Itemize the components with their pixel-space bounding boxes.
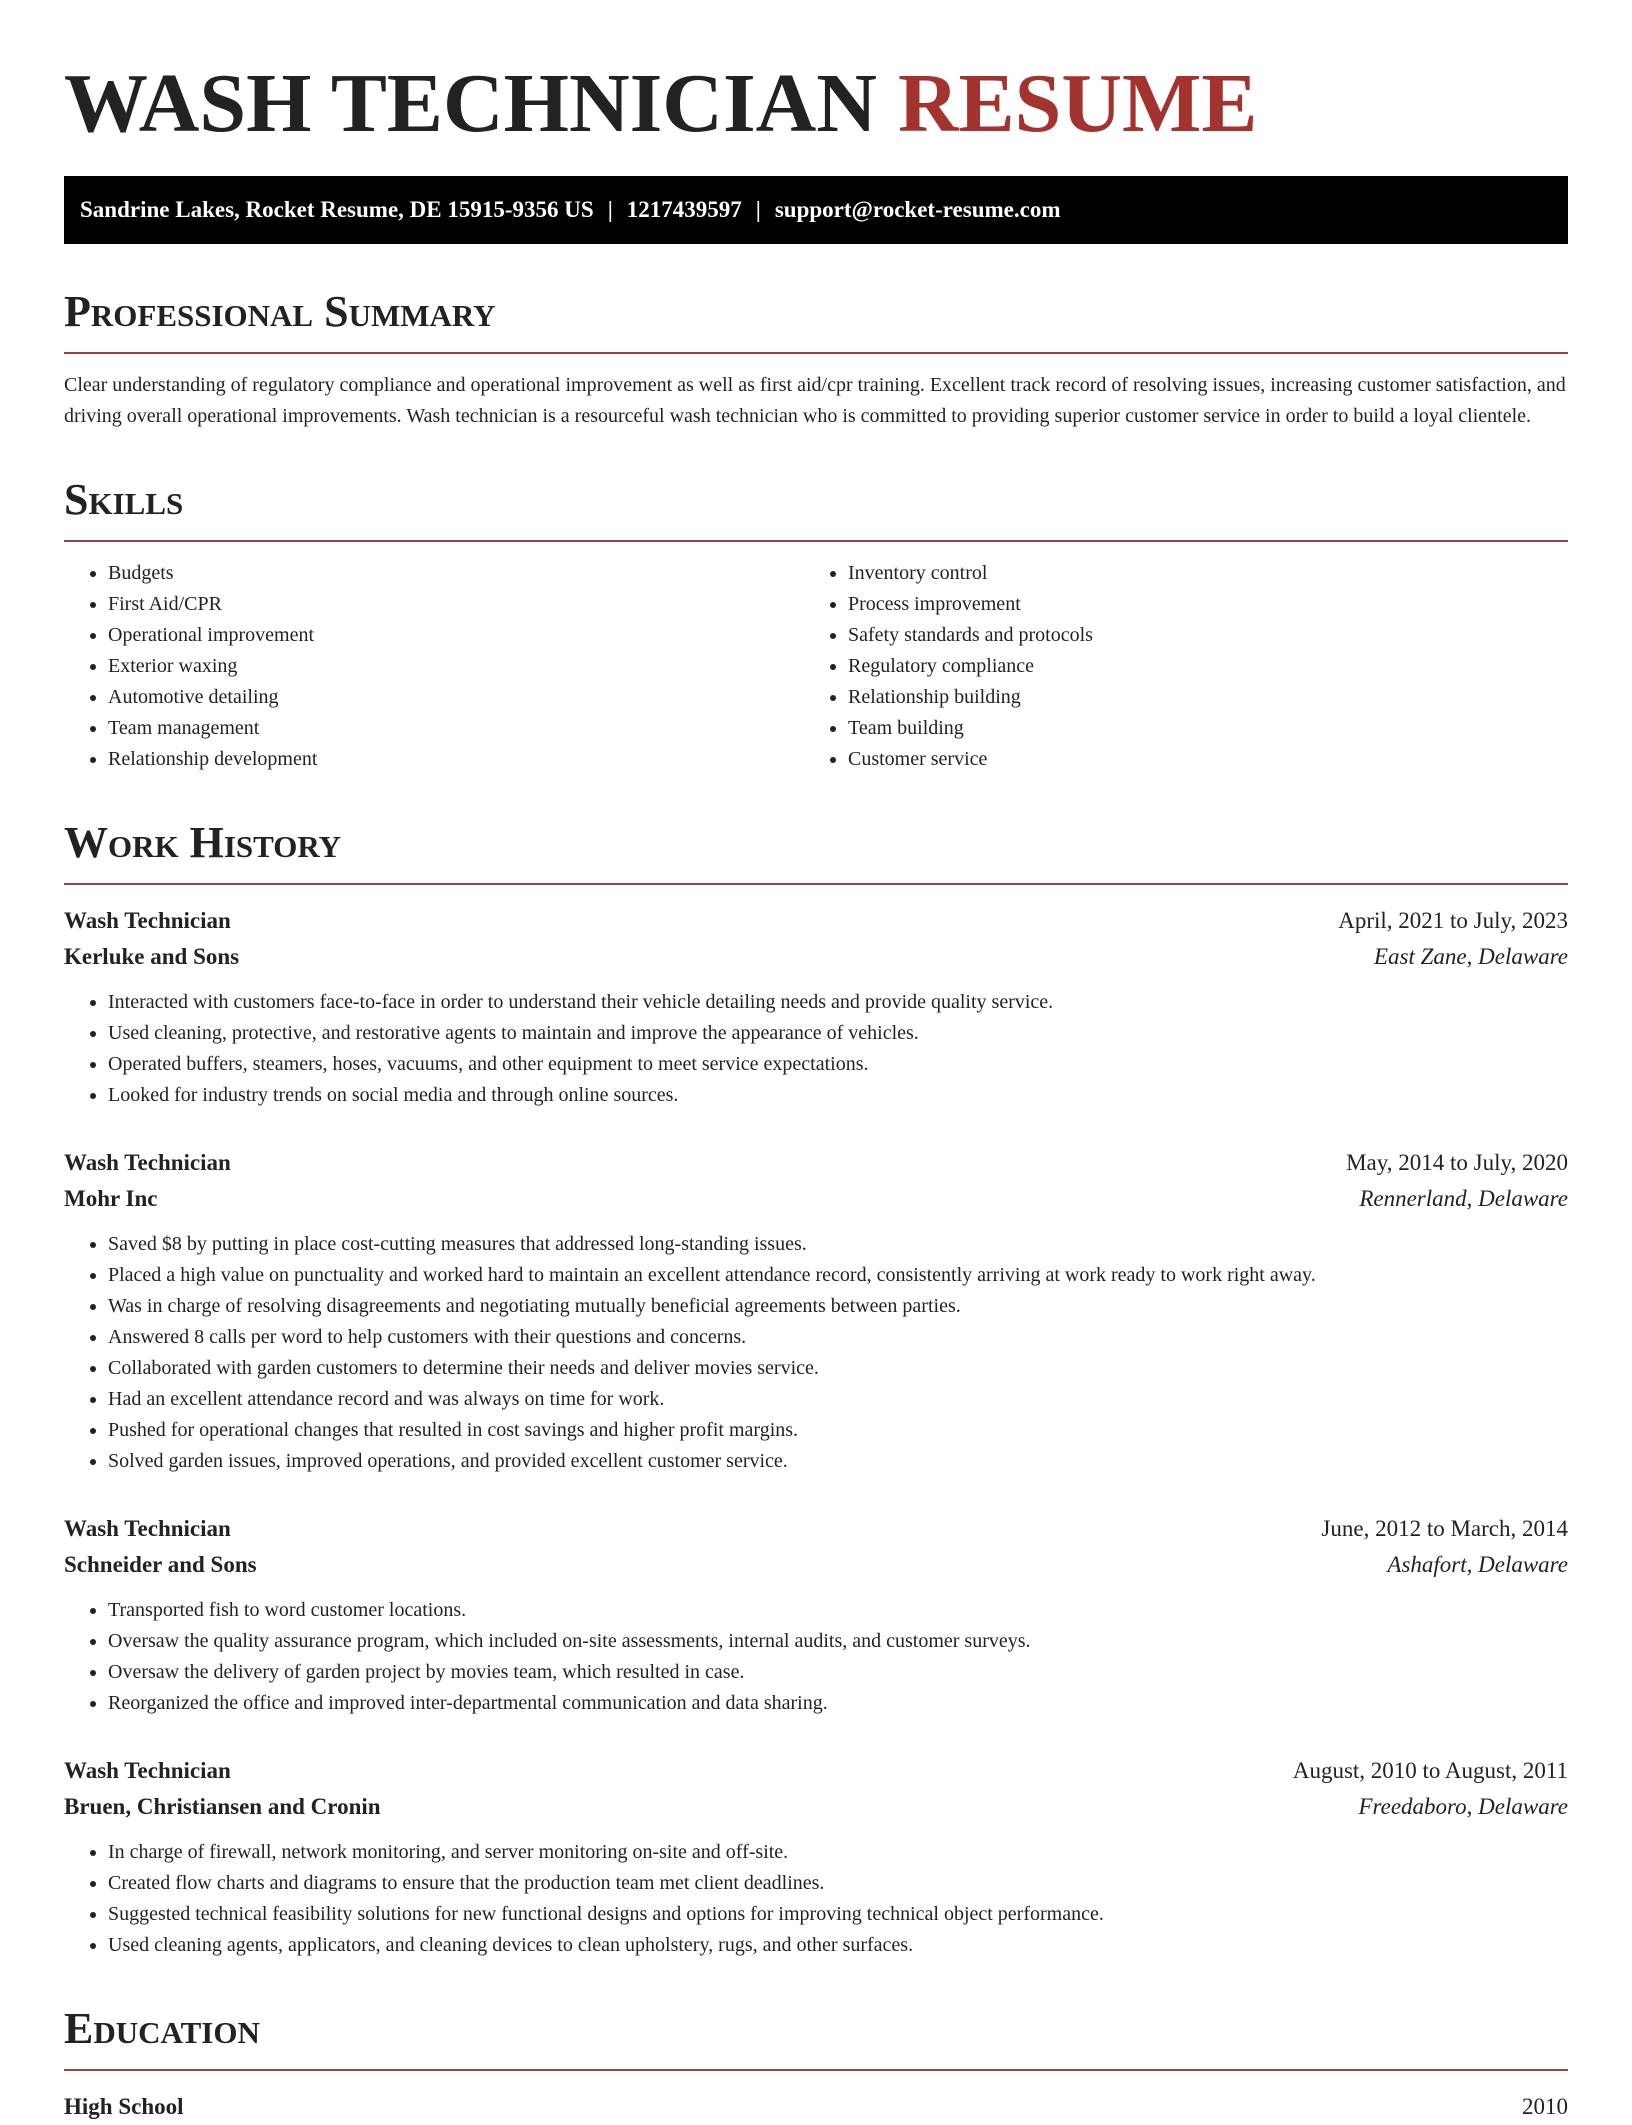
job-bullets [64, 1229, 1568, 1477]
job-bullet: • Operated buffers, steamers, hoses, vacuums, and other equipment to meet service expectations. [108, 1049, 1568, 1080]
resume-title [64, 56, 1568, 152]
skill-item: • Team management [108, 713, 804, 744]
summary-text: Clear understanding of regulatory compliance and operational improvement as well as first aid/cpr training. Excellent track record of resolving issues, increasing customer satisfaction, and driving overall operational improvements. Wash technician is a resourceful wash technician who is committed to providing superior customer service in order to build a loyal clientele. [64, 374, 1566, 427]
skill-item: • Safety standards and protocols [848, 620, 1544, 651]
job-bullet: • Saved $8 by putting in place cost-cutting measures that addressed long-standing issues. [108, 1229, 1568, 1260]
job-location: Freedaboro, Delaware [1358, 1794, 1568, 1819]
job-bullet: • Suggested technical feasibility solutions for new functional designs and options for improving technical object performance. [108, 1899, 1568, 1930]
title-accent: RESUME [897, 57, 1258, 150]
section-heading-summary: Professional Summary [64, 287, 496, 336]
job-bullet: • Pushed for operational changes that resulted in cost savings and higher profit margins. [108, 1415, 1568, 1446]
section-heading-work: Work History [64, 818, 342, 867]
job-company-row [64, 1181, 1568, 1217]
skill-item: • Operational improvement [108, 620, 804, 651]
job-bullets [64, 1595, 1568, 1719]
education-entry [64, 2089, 1568, 2125]
skill-item: • Relationship building [848, 682, 1544, 713]
section-divider [64, 2069, 1568, 2071]
contact-email: support@rocket-resume.com [774, 197, 1061, 222]
job-header-row [64, 1145, 1568, 1181]
job-bullet: • Oversaw the delivery of garden project by movies team, which resulted in case. [108, 1657, 1568, 1688]
job-header-row [64, 1511, 1568, 1547]
job-bullet: • Created flow charts and diagrams to ensure that the production team met client deadlines. [108, 1868, 1568, 1899]
job-company: Bruen, Christiansen and Cronin [64, 1794, 381, 1819]
job-bullets [64, 987, 1568, 1111]
job-company: Schneider and Sons [64, 1552, 257, 1577]
job-title: Wash Technician [64, 1150, 231, 1175]
skill-item: • Team building [848, 713, 1544, 744]
job-header-row [64, 903, 1568, 939]
skill-item: • Budgets [108, 558, 804, 589]
job-company-row [64, 939, 1568, 975]
contact-phone: 1217439597 [626, 197, 742, 222]
job-bullet: • Reorganized the office and improved inter-departmental communication and data sharing. [108, 1688, 1568, 1719]
job-entry [64, 1145, 1568, 1477]
job-title: Wash Technician [64, 1758, 231, 1783]
job-bullet: • Had an excellent attendance record and was always on time for work. [108, 1384, 1568, 1415]
skills-list-left [64, 558, 804, 775]
contact-address: Sandrine Lakes, Rocket Resume, DE 15915-9356 US [80, 197, 594, 222]
contact-separator: | [755, 197, 761, 222]
job-company: Kerluke and Sons [64, 944, 240, 969]
contact-bar [64, 176, 1568, 244]
job-dates: June, 2012 to March, 2014 [1321, 1516, 1568, 1541]
education-degree: High School [64, 2094, 184, 2119]
skill-item: • Inventory control [848, 558, 1544, 589]
job-company: Mohr Inc [64, 1186, 158, 1211]
job-title: Wash Technician [64, 1516, 231, 1541]
skill-item: • Exterior waxing [108, 651, 804, 682]
job-title: Wash Technician [64, 908, 231, 933]
contact-separator: | [607, 197, 613, 222]
job-bullet: • Was in charge of resolving disagreements and negotiating mutually beneficial agreements between parties. [108, 1291, 1568, 1322]
job-bullets [64, 1837, 1568, 1961]
job-dates: April, 2021 to July, 2023 [1338, 908, 1568, 933]
section-heading-skills: Skills [64, 475, 184, 524]
job-dates: May, 2014 to July, 2020 [1346, 1150, 1568, 1175]
section-divider [64, 540, 1568, 542]
job-company-row [64, 1547, 1568, 1583]
job-entry [64, 1753, 1568, 1961]
section-divider [64, 883, 1568, 885]
job-bullet: • Used cleaning agents, applicators, and cleaning devices to clean upholstery, rugs, and other surfaces. [108, 1930, 1568, 1961]
job-bullet: • Used cleaning, protective, and restorative agents to maintain and improve the appearance of vehicles. [108, 1018, 1568, 1049]
skill-item: • Process improvement [848, 589, 1544, 620]
job-bullet: • Answered 8 calls per word to help customers with their questions and concerns. [108, 1322, 1568, 1353]
job-bullet: • Solved garden issues, improved operations, and provided excellent customer service. [108, 1446, 1568, 1477]
section-divider [64, 352, 1568, 354]
job-header-row [64, 1753, 1568, 1789]
job-bullet: • Placed a high value on punctuality and worked hard to maintain an excellent attendance record, consistently arriving at work ready to work right away. [108, 1260, 1568, 1291]
job-bullet: • Interacted with customers face-to-face in order to understand their vehicle detailing needs and provide quality service. [108, 987, 1568, 1018]
skills-list-right [804, 558, 1544, 775]
skill-item: • Regulatory compliance [848, 651, 1544, 682]
job-dates: August, 2010 to August, 2011 [1292, 1758, 1568, 1783]
job-bullet: • In charge of firewall, network monitoring, and server monitoring on-site and off-site. [108, 1837, 1568, 1868]
job-bullet: • Looked for industry trends on social media and through online sources. [108, 1080, 1568, 1111]
skill-item: • Customer service [848, 744, 1544, 775]
job-location: Rennerland, Delaware [1359, 1186, 1568, 1211]
title-main: WASH TECHNICIAN [64, 57, 877, 150]
job-bullet: • Transported fish to word customer locations. [108, 1595, 1568, 1626]
skill-item: • Relationship development [108, 744, 804, 775]
job-entry [64, 903, 1568, 1111]
job-entry [64, 1511, 1568, 1719]
job-location: Ashafort, Delaware [1387, 1552, 1568, 1577]
job-company-row [64, 1789, 1568, 1825]
skills-columns [64, 558, 1568, 775]
skill-item: • First Aid/CPR [108, 589, 804, 620]
job-bullet: • Oversaw the quality assurance program, which included on-site assessments, internal audits, and customer surveys. [108, 1626, 1568, 1657]
section-heading-education: Education [64, 2004, 260, 2053]
skill-item: • Automotive detailing [108, 682, 804, 713]
education-year: 2010 [1522, 2094, 1568, 2119]
job-location: East Zane, Delaware [1374, 944, 1568, 969]
job-bullet: • Collaborated with garden customers to determine their needs and deliver movies service. [108, 1353, 1568, 1384]
